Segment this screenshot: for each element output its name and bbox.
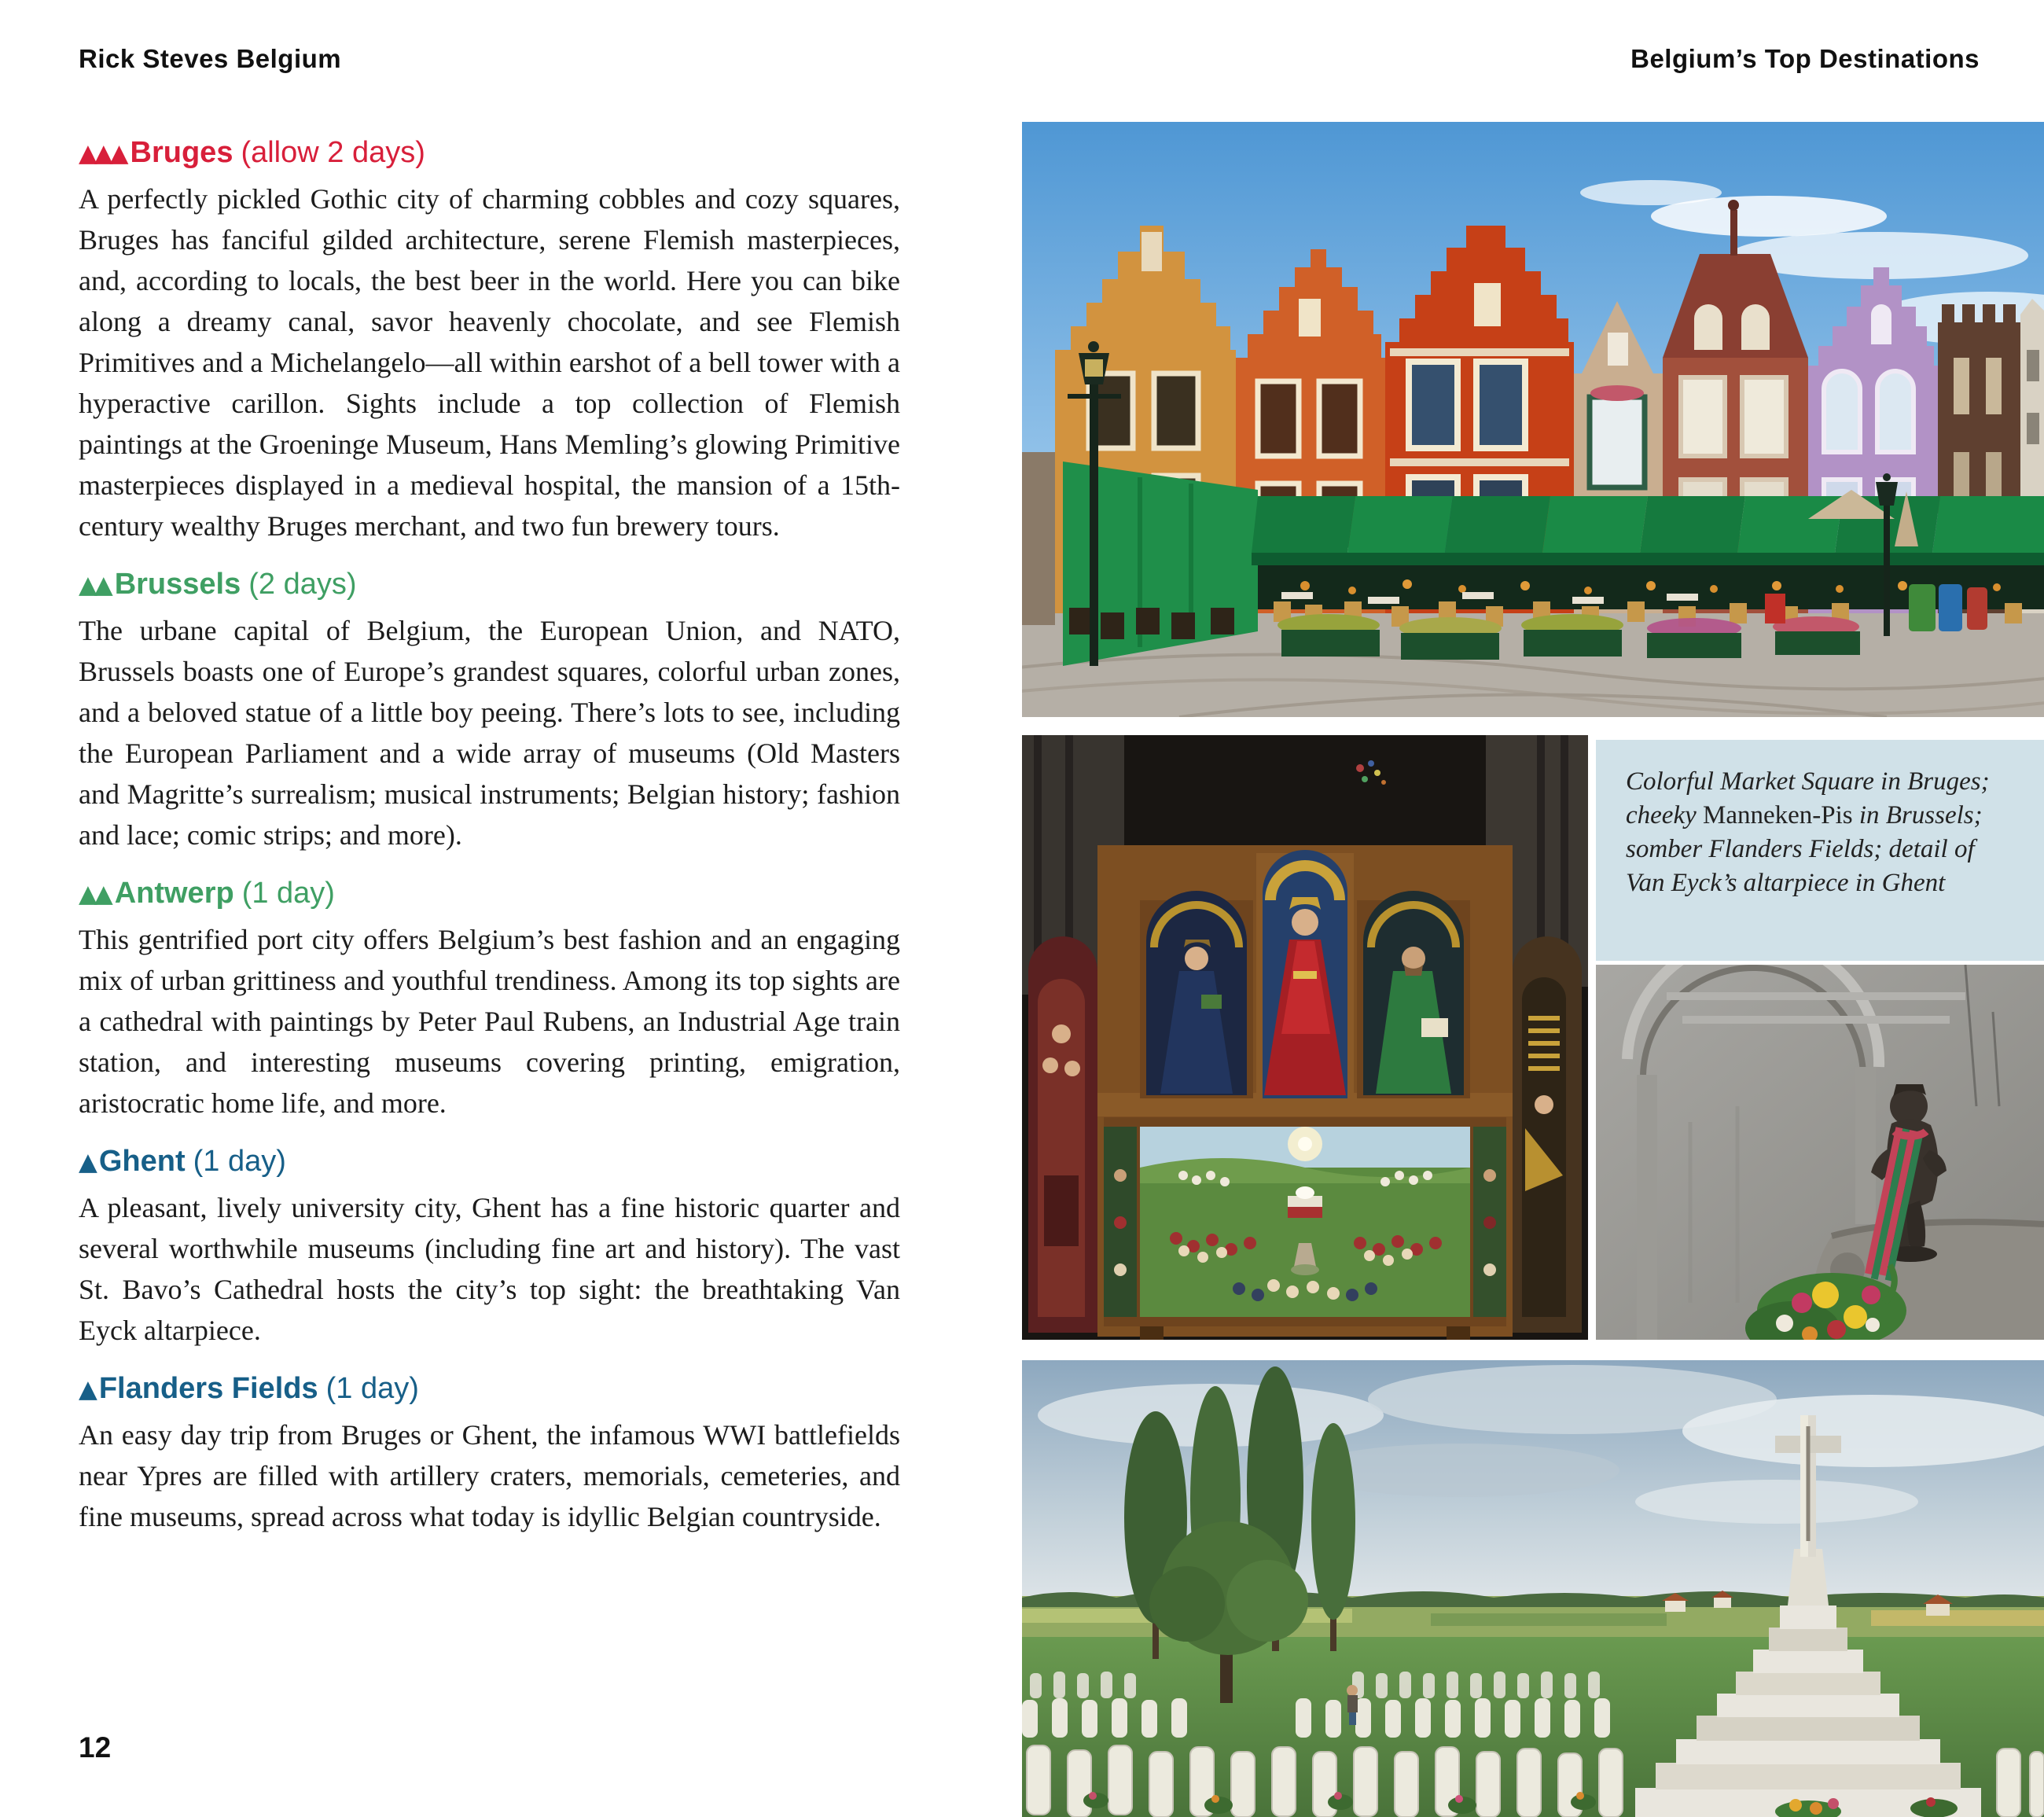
rating-triangles-icon: ▲▲▲	[79, 139, 126, 167]
bruges-market-square-photo	[1022, 122, 2044, 717]
section-days: (2 days)	[248, 568, 357, 601]
section-heading-ghent	[79, 1144, 900, 1179]
section-bruges	[79, 135, 900, 546]
section-ghent	[79, 1144, 900, 1351]
van-eyck-altarpiece-photo	[1022, 735, 1588, 1340]
section-heading-antwerp	[79, 876, 900, 911]
flanders-fields-illustration	[1022, 1360, 2044, 1817]
photo-caption-text	[1626, 765, 2013, 900]
section-body: This gentrified port city offers Belgium’s best fashion and an engaging mix of urban grittiness and youthful trendiness. Among its top sights are a cathedral with paintings by Peter Paul Rubens, an Industrial Age train station, and interesting museums covering printing, emigration, aristocratic home life, and more.	[79, 924, 900, 1119]
manneken-pis-illustration	[1596, 965, 2044, 1340]
section-heading-bruges	[79, 135, 900, 171]
section-title: Ghent	[98, 1145, 186, 1178]
section-days: (1 day)	[241, 877, 335, 910]
rating-triangles-icon: ▲	[79, 1148, 94, 1176]
page-number: 12	[79, 1731, 112, 1764]
section-body: A perfectly pickled Gothic city of charming cobbles and cozy squares, Bruges has fanciful gilded architecture, serene Flemish masterpieces, and, according to locals, the best beer in the world. Here you can bike along a dreamy canal, savor heavenly chocolate, and see Flemish Primitives and a Michelangelo—all within earshot of a bell tower with a hyperactive carillon. Sights include a top collection of Flemish paintings at the Groeninge Museum, Hans Memling’s glowing Primitive masterpieces displayed in a medieval hospital, the mansion of a 15th-century wealthy Bruges merchant, and two fun brewery tours.	[79, 183, 900, 542]
rating-triangles-icon: ▲	[79, 1375, 94, 1403]
caption-part-2: Manneken-Pis	[1703, 801, 1853, 829]
section-antwerp	[79, 876, 900, 1124]
altarpiece-illustration	[1022, 735, 1588, 1340]
caption-part-3: in Brussels; somber Flanders Fields; detail of Van Eyck’s altarpiece in Ghent	[1626, 801, 1983, 897]
section-heading-flanders-fields	[79, 1371, 900, 1407]
manneken-pis-photo	[1596, 965, 2044, 1340]
photo-caption-box	[1596, 740, 2044, 961]
section-title: Brussels	[114, 568, 241, 601]
section-days: (allow 2 days)	[241, 136, 425, 169]
section-body: The urbane capital of Belgium, the European Union, and NATO, Brussels boasts one of Europe’s grandest squares, colorful urban zones, and a beloved statue of a little boy peeing. There’s lots to see, including the European Parliament and a wide array of museums (Old Masters and Magritte’s surrealism; musical instruments; Belgian history; fashion and lace; comic strips; and more).	[79, 615, 900, 851]
section-body: An easy day trip from Bruges or Ghent, the infamous WWI battlefields near Ypres are filled with artillery craters, memorials, cemeteries, and fine museums, spread across what today is idyllic Belgian countryside.	[79, 1419, 900, 1532]
rating-triangles-icon: ▲▲	[79, 880, 110, 908]
section-heading-brussels	[79, 567, 900, 602]
rating-triangles-icon: ▲▲	[79, 571, 110, 599]
caption-part-1: Colorful Market Square in Bruges; cheeky	[1626, 767, 1990, 829]
section-body: A pleasant, lively university city, Ghent has a fine historic quarter and several worthwhile museums (including fine art and history). The vast St. Bavo’s Cathedral hosts the city’s top sight: the breathtaking Van Eyck altarpiece.	[79, 1192, 900, 1346]
section-title: Antwerp	[114, 877, 234, 910]
section-title: Bruges	[130, 136, 233, 169]
running-header-chapter-title: Belgium’s Top Destinations	[1630, 44, 1980, 73]
section-brussels	[79, 567, 900, 855]
section-days: (1 day)	[193, 1145, 286, 1178]
flanders-fields-photo	[1022, 1360, 2044, 1817]
destinations-text-column	[79, 135, 900, 1558]
market-square-illustration	[1022, 122, 2044, 717]
section-title: Flanders Fields	[98, 1372, 318, 1405]
running-header-book-title: Rick Steves Belgium	[79, 44, 342, 73]
section-days: (1 day)	[325, 1372, 419, 1405]
section-flanders-fields	[79, 1371, 900, 1537]
